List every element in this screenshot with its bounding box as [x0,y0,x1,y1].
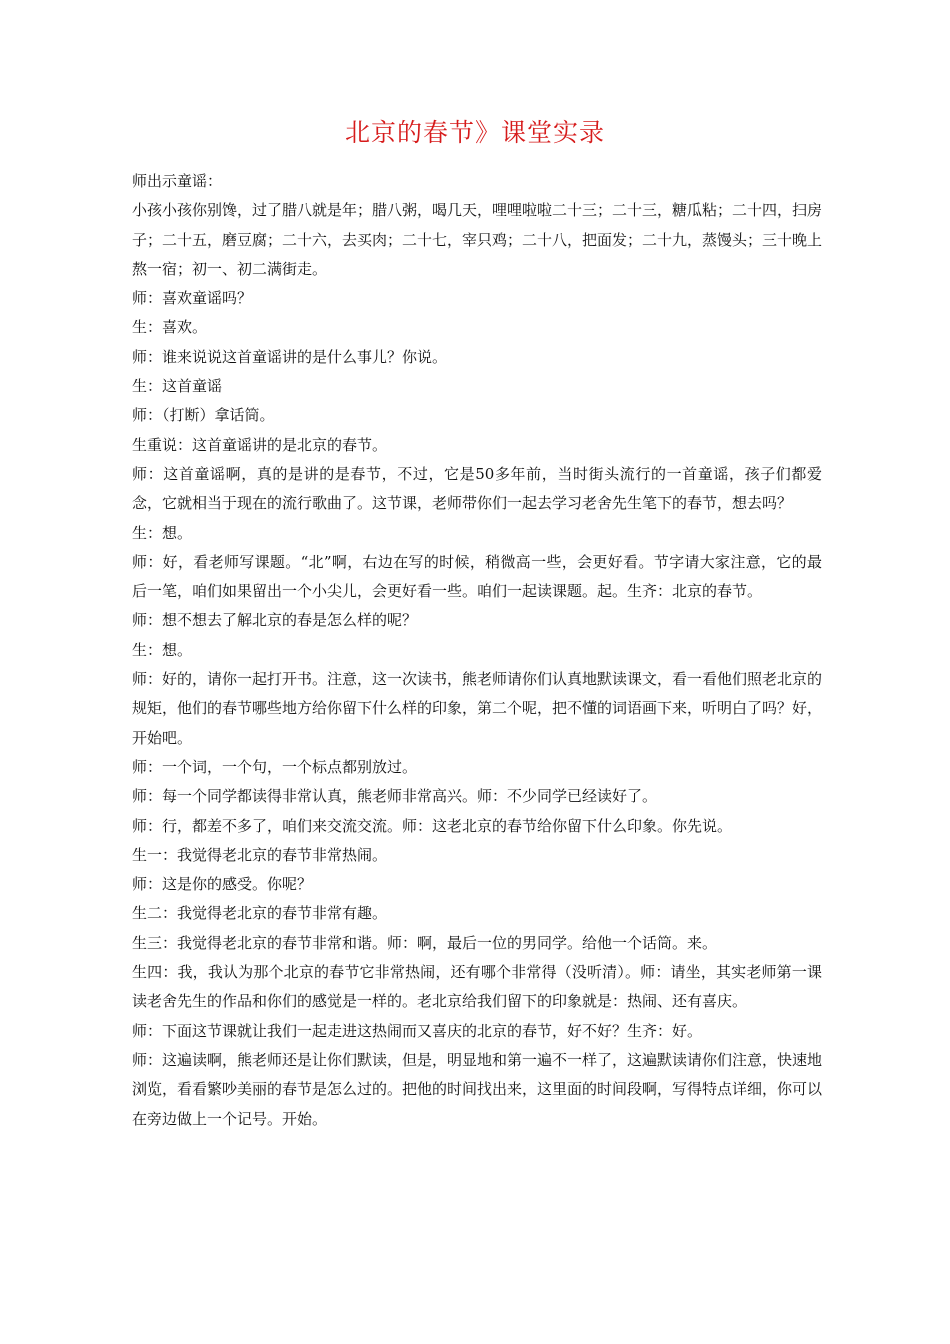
paragraph: 师：这遍读啊，熊老师还是让你们默读，但是，明显地和第一遍不一样了，这遍默读请你们注意，快速地浏览，看看繁吵美丽的春节是怎么过的。把他的时间找出来，这里面的时间段啊，写得特点详细，你可以在旁边做上一个记号。开始。 [132,1050,823,1128]
paragraph: 师：（打断）拿话筒。 [132,406,275,425]
paragraph: 生：想。 [132,523,193,542]
paragraph: 师：这是你的感受。你呢？ [132,875,313,894]
paragraph: 生重说：这首童谣讲的是北京的春节。 [132,435,388,454]
document-title: 北京的春节》课堂实录 [344,118,605,147]
paragraph: 师：喜欢童谣吗？ [132,289,253,308]
paragraph: 师：每一个同学都读得非常认真，熊老师非常高兴。师：不少同学已经读好了。 [132,787,658,806]
paragraph: 师：一个词，一个句，一个标点都别放过。 [132,757,418,776]
paragraph: 生：喜欢。 [132,318,208,337]
paragraph: 师：谁来说说这首童谣讲的是什么事儿？你说。 [132,347,448,366]
paragraph: 生：想。 [132,640,193,659]
paragraph: 师：好，看老师写课题。“北”啊，右边在写的时候，稍微高一些，会更好看。节字请大家注意，它的最后一笔，咱们如果留出一个小尖儿，会更好看一些。咱们一起读课题。起。生齐：北京的春节。 [132,552,822,601]
paragraph: 师：行，都差不多了，咱们来交流交流。师：这老北京的春节给你留下什么印象。你先说。 [132,816,733,835]
paragraph: 师：想不想去了解北京的春是怎么样的呢？ [132,611,418,630]
paragraph: 师：下面这节课就让我们一起走进这热闹而又喜庆的北京的春节，好不好？生齐：好。 [132,1021,703,1040]
paragraph: 师：好的，请你一起打开书。注意，这一次读书，熊老师请你们认真地默读课文，看一看他们照老北京的规矩，他们的春节哪些地方给你留下什么样的印象，第二个呢，把不懂的词语画下来，听明白了吗？好，开始吧。 [132,670,823,747]
paragraph: 生：这首童谣 [132,377,223,396]
document-body [132,167,822,1134]
paragraph: 生二：我觉得老北京的春节非常有趣。 [132,904,388,923]
paragraph: 师出示童谣： [132,172,223,190]
paragraph: 生一：我觉得老北京的春节非常热闹。 [132,845,388,864]
paragraph: 小孩小孩你别馋，过了腊八就是年；腊八粥，喝几天，哩哩啦啦二十三；二十三，糖瓜粘；二十四，扫房子；二十五，磨豆腐；二十六，去买肉；二十七，宰只鸡；二十八，把面发；二十九，蒸馒头；三十晚上熬一宿；初一、初二满街走。 [132,201,823,278]
paragraph: 师：这首童谣啊，真的是讲的是春节，不过，它是50多年前，当时街头流行的一首童谣，孩子们都爱念，它就相当于现在的流行歌曲了。这节课，老师带你们一起去学习老舍先生笔下的春节，想去吗？ [132,464,822,513]
paragraph: 生四：我，我认为那个北京的春节它非常热闹，还有哪个非常得（没听清）。师：请坐，其实老师第一课读老舍先生的作品和你们的感觉是一样的。老北京给我们留下的印象就是：热闹、还有喜庆。 [132,963,822,1011]
paragraph: 生三：我觉得老北京的春节非常和谐。师：啊，最后一位的男同学。给他一个话筒。来。 [132,933,718,952]
